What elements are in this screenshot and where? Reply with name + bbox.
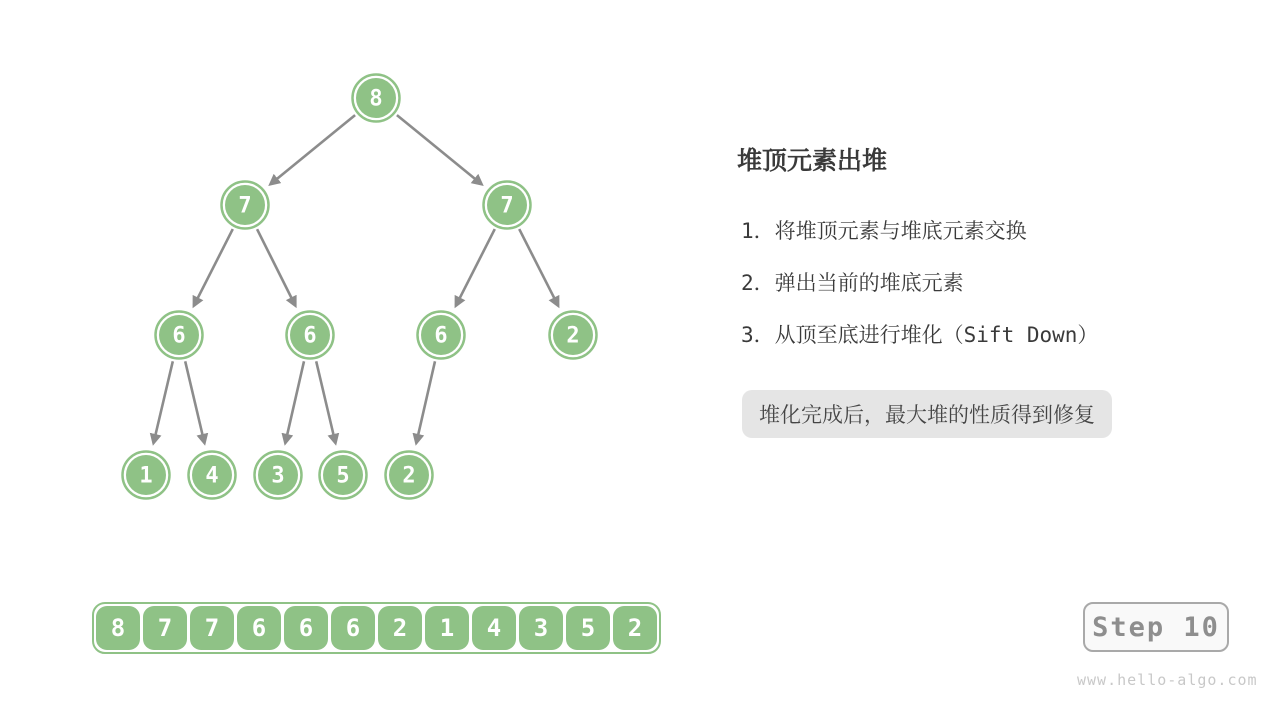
heap-array — [92, 602, 661, 654]
tree-edge — [285, 361, 304, 443]
tree-edge — [397, 115, 482, 184]
tree-node-value: 7 — [500, 193, 514, 219]
array-cell: 4 — [472, 606, 516, 650]
tree-node-value: 5 — [336, 463, 350, 489]
array-cell: 7 — [143, 606, 187, 650]
tree-node-value: 6 — [434, 323, 448, 349]
array-cell: 7 — [190, 606, 234, 650]
array-cell: 6 — [237, 606, 281, 650]
panel-title: 堆顶元素出堆 — [737, 146, 888, 175]
array-cell: 1 — [425, 606, 469, 650]
callout-note: 堆化完成后，最大堆的性质得到修复 — [742, 390, 1112, 438]
watermark-text: www.hello-algo.com — [1077, 671, 1258, 689]
tree-node-value: 2 — [566, 323, 580, 349]
tree-node — [353, 75, 400, 122]
heap-tree-diagram — [0, 0, 720, 560]
tree-node-value: 2 — [402, 463, 416, 489]
tree-node-value: 6 — [303, 323, 317, 349]
tree-node — [418, 312, 465, 359]
tree-edges — [154, 115, 558, 443]
tree-edge — [456, 229, 495, 305]
step-list-item-1: 1．将堆顶元素与堆底元素交换 — [741, 219, 1027, 243]
tree-node — [320, 452, 367, 499]
tree-node — [287, 312, 334, 359]
array-cell: 3 — [519, 606, 563, 650]
tree-edge — [194, 229, 233, 305]
array-cell: 6 — [331, 606, 375, 650]
tree-node-value: 4 — [205, 463, 219, 489]
tree-node-value: 8 — [369, 86, 383, 112]
tree-node — [550, 312, 597, 359]
step-list-item-2: 2．弹出当前的堆底元素 — [741, 271, 964, 295]
tree-edge — [316, 361, 335, 443]
tree-nodes — [123, 75, 597, 499]
tree-node — [386, 452, 433, 499]
array-cell: 6 — [284, 606, 328, 650]
tree-edge — [257, 229, 295, 305]
tree-node — [156, 312, 203, 359]
tree-node — [255, 452, 302, 499]
tree-node — [484, 182, 531, 229]
tree-node-value: 1 — [139, 463, 153, 489]
array-cell: 2 — [378, 606, 422, 650]
tree-node — [189, 452, 236, 499]
tree-node — [222, 182, 269, 229]
tree-node — [123, 452, 170, 499]
tree-node-value: 3 — [271, 463, 285, 489]
step-badge: Step 10 — [1083, 602, 1229, 652]
array-cell: 2 — [613, 606, 657, 650]
tree-edge — [271, 115, 356, 184]
array-cell: 5 — [566, 606, 610, 650]
tree-edge — [185, 361, 204, 443]
tree-edge — [416, 361, 435, 443]
step-list-item-3: 3．从顶至底进行堆化（Sift Down） — [741, 323, 1099, 347]
array-cell: 8 — [96, 606, 140, 650]
tree-node-value: 7 — [238, 193, 252, 219]
tree-node-value: 6 — [172, 323, 186, 349]
tree-edge — [154, 361, 173, 443]
tree-edge — [519, 229, 558, 305]
